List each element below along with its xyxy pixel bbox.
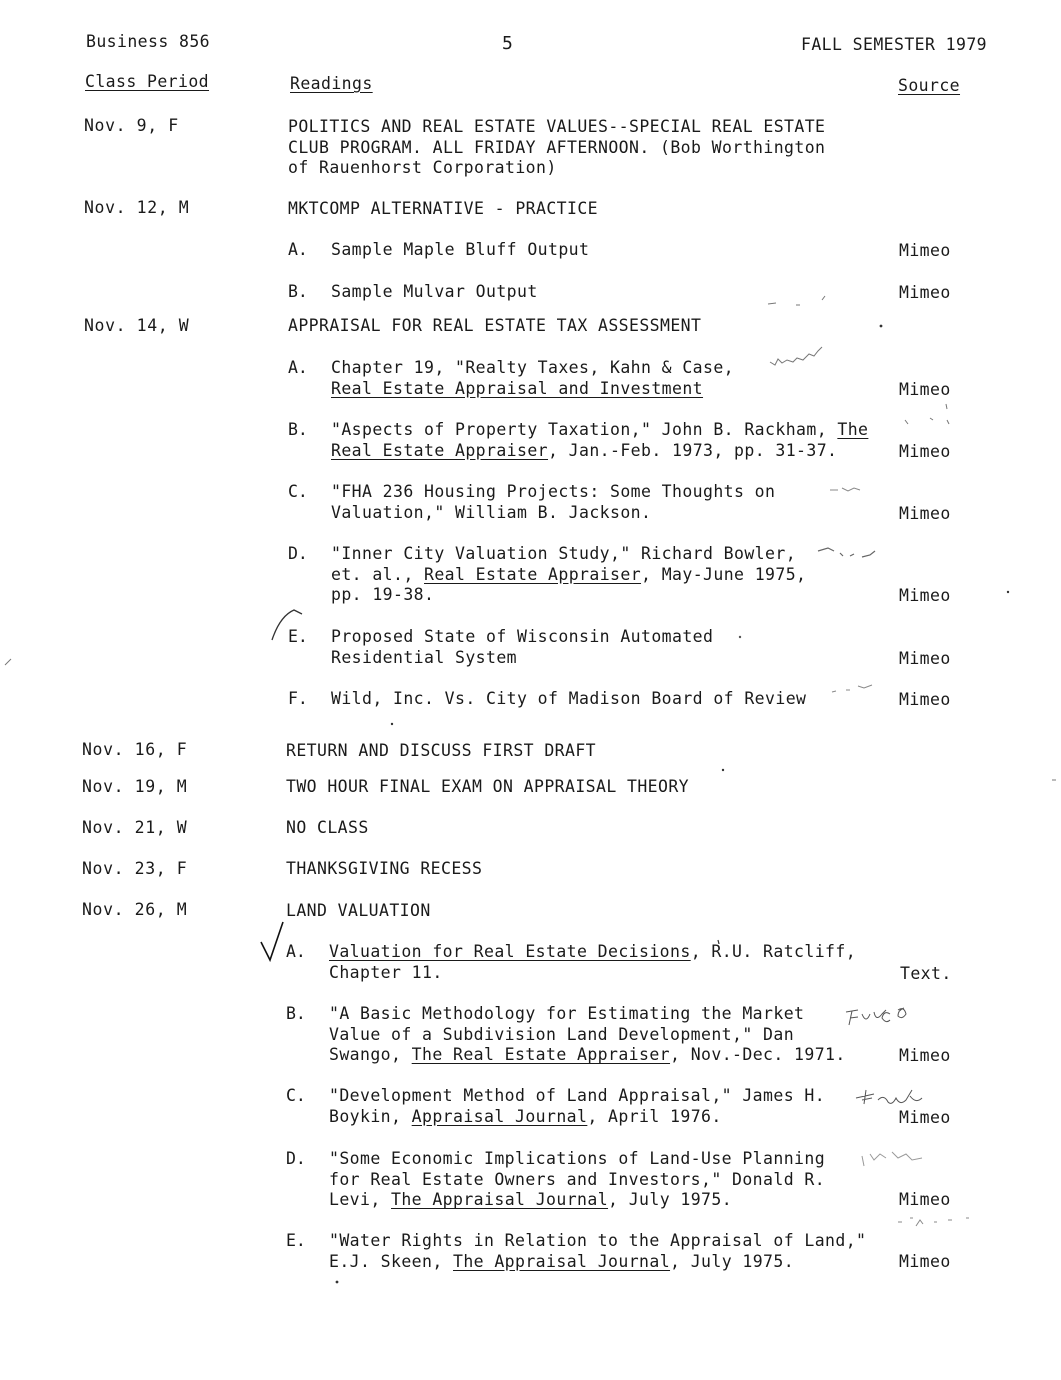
reading-line-underlined: Real Estate Appraisal and Investment: [331, 378, 704, 398]
text-span: , April 1976.: [587, 1106, 722, 1126]
reading-line: "Inner City Valuation Study," Richard Bowler,: [331, 544, 797, 563]
reading-line: Valuation," William B. Jackson.: [331, 502, 652, 522]
reading-title: NO CLASS: [286, 818, 369, 837]
source-label: Mimeo: [899, 241, 951, 260]
reading-item: Sample Maple Bluff Output: [331, 240, 590, 259]
reading-line: Chapter 11.: [329, 962, 443, 982]
item-letter: A.: [288, 358, 308, 377]
column-header-class-period: Class Period: [85, 72, 210, 91]
reading-title: LAND VALUATION: [286, 901, 431, 920]
publication-title: Real Estate Appraiser: [331, 440, 549, 460]
pencil-check-mark: [261, 922, 283, 960]
reading-item: Sample Mulvar Output: [331, 282, 538, 301]
pencil-scribble: [905, 404, 949, 424]
reading-line: pp. 19-38.: [331, 585, 435, 604]
text-span: , July 1975.: [670, 1251, 795, 1271]
item-letter: E.: [288, 627, 308, 646]
item-letter: A.: [288, 240, 308, 259]
class-date: Nov. 21, W: [82, 818, 188, 837]
reading-line: Chapter 19, "Realty Taxes, Kahn & Case,: [331, 358, 735, 377]
text-span: Levi,: [329, 1190, 392, 1209]
reading-line: "FHA 236 Housing Projects: Some Thoughts on: [331, 482, 776, 501]
class-date: Nov. 9, F: [84, 116, 179, 135]
reading-line: Proposed State of Wisconsin Automated: [331, 627, 714, 646]
source-label: Mimeo: [899, 504, 951, 523]
publication-title: The Appraisal Journal: [391, 1190, 609, 1209]
source-label: Mimeo: [899, 1252, 951, 1271]
item-letter: B.: [288, 420, 308, 439]
reading-title: APPRAISAL FOR REAL ESTATE TAX ASSESSMENT: [288, 316, 702, 335]
class-date: Nov. 23, F: [82, 859, 188, 878]
pencil-check-mark: [272, 610, 302, 640]
reading-line: "Water Rights in Relation to the Appraisal of Land,": [329, 1231, 867, 1250]
reading-line: "Some Economic Implications of Land-Use Planning: [329, 1149, 826, 1168]
item-letter: C.: [286, 1086, 306, 1105]
publication-title: Appraisal Journal: [411, 1106, 588, 1126]
publication-title: Valuation for Real Estate Decisions: [329, 942, 691, 961]
reading-title: MKTCOMP ALTERNATIVE - PRACTICE: [288, 199, 599, 218]
text-span: Boykin,: [329, 1106, 412, 1126]
reading-line: Residential System: [331, 647, 518, 667]
stray-dot: [739, 636, 741, 638]
stray-dot: [722, 769, 724, 771]
source-label: Text.: [900, 964, 952, 983]
source-label: Mimeo: [899, 1190, 951, 1209]
class-date: Nov. 26, M: [82, 900, 188, 919]
pencil-scribble: [818, 548, 875, 557]
source-label: Mimeo: [899, 442, 951, 461]
source-label: Mimeo: [899, 1108, 951, 1127]
text-span: , Nov.-Dec. 1971.: [670, 1045, 846, 1064]
reading-line: for Real Estate Owners and Investors," Donald R.: [329, 1169, 826, 1189]
reading-line: POLITICS AND REAL ESTATE VALUES--SPECIAL REAL ESTATE: [288, 117, 826, 136]
class-date: Nov. 12, M: [84, 198, 190, 217]
stray-dot: [1007, 591, 1009, 593]
column-header-source: Source: [898, 76, 961, 95]
pencil-scribble: [898, 1218, 969, 1226]
publication-title: Real Estate Appraiser: [424, 564, 642, 584]
class-date: Nov. 19, M: [82, 777, 188, 796]
semester-label: FALL SEMESTER 1979: [801, 35, 988, 54]
item-letter: A.: [286, 942, 306, 961]
item-letter: D.: [288, 544, 308, 563]
page-number: 5: [502, 33, 514, 54]
reading-line: of Rauenhorst Corporation): [288, 158, 557, 177]
reading-title: RETURN AND DISCUSS FIRST DRAFT: [286, 741, 597, 760]
text-span: Swango,: [329, 1045, 412, 1064]
reading-line: "Development Method of Land Appraisal," James H.: [329, 1086, 826, 1105]
pencil-scribble: [832, 685, 872, 692]
course-name: Business 856: [86, 32, 211, 51]
text-span: , May-June 1975,: [641, 564, 807, 584]
source-label: Mimeo: [899, 649, 951, 668]
stray-dot: [880, 325, 883, 328]
pencil-handwriting: [856, 1090, 922, 1104]
publication-title: The Real Estate Appraiser: [411, 1045, 671, 1064]
class-date: Nov. 14, W: [84, 316, 190, 335]
item-letter: F.: [288, 689, 308, 708]
publication-title: The: [837, 420, 869, 439]
reading-title: THANKSGIVING RECESS: [286, 859, 483, 878]
text-span: "Aspects of Property Taxation," John B. Rackham,: [331, 420, 838, 439]
column-header-readings: Readings: [290, 74, 373, 93]
item-letter: B.: [288, 282, 308, 301]
text-span: et. al.,: [331, 564, 425, 584]
text-span: , Jan.-Feb. 1973, pp. 31-37.: [548, 440, 838, 460]
reading-line: Value of a Subdivision Land Development," Dan: [329, 1024, 795, 1044]
item-letter: D.: [286, 1149, 306, 1168]
text-span: , R.U. Ratcliff,: [690, 942, 857, 961]
pencil-scribble: [768, 296, 825, 305]
pencil-scribble: [862, 1152, 922, 1166]
publication-title: The Appraisal Journal: [453, 1251, 671, 1271]
stray-mark: [5, 659, 11, 665]
reading-title: TWO HOUR FINAL EXAM ON APPRAISAL THEORY: [286, 777, 690, 796]
item-letter: B.: [286, 1004, 306, 1023]
reading-item: Wild, Inc. Vs. City of Madison Board of Review: [331, 689, 807, 708]
source-label: Mimeo: [899, 380, 951, 399]
source-label: Mimeo: [899, 586, 951, 605]
text-span: E.J. Skeen,: [329, 1251, 454, 1271]
pencil-scribble: [830, 488, 860, 491]
source-label: Mimeo: [899, 690, 951, 709]
source-label: Mimeo: [899, 1046, 951, 1065]
stray-dot: [391, 723, 393, 725]
reading-line: CLUB PROGRAM. ALL FRIDAY AFTERNOON. (Bob Worthington: [288, 137, 826, 157]
text-span: , July 1975.: [608, 1190, 733, 1209]
pencil-scribble: [770, 347, 822, 365]
stray-dot: [336, 1281, 339, 1284]
class-date: Nov. 16, F: [82, 740, 188, 759]
item-letter: E.: [286, 1231, 306, 1250]
pencil-handwriting: [846, 1008, 906, 1025]
pencil-scribble: [718, 940, 719, 944]
source-label: Mimeo: [899, 283, 951, 302]
item-letter: C.: [288, 482, 308, 501]
reading-line: "A Basic Methodology for Estimating the Market: [329, 1004, 805, 1023]
